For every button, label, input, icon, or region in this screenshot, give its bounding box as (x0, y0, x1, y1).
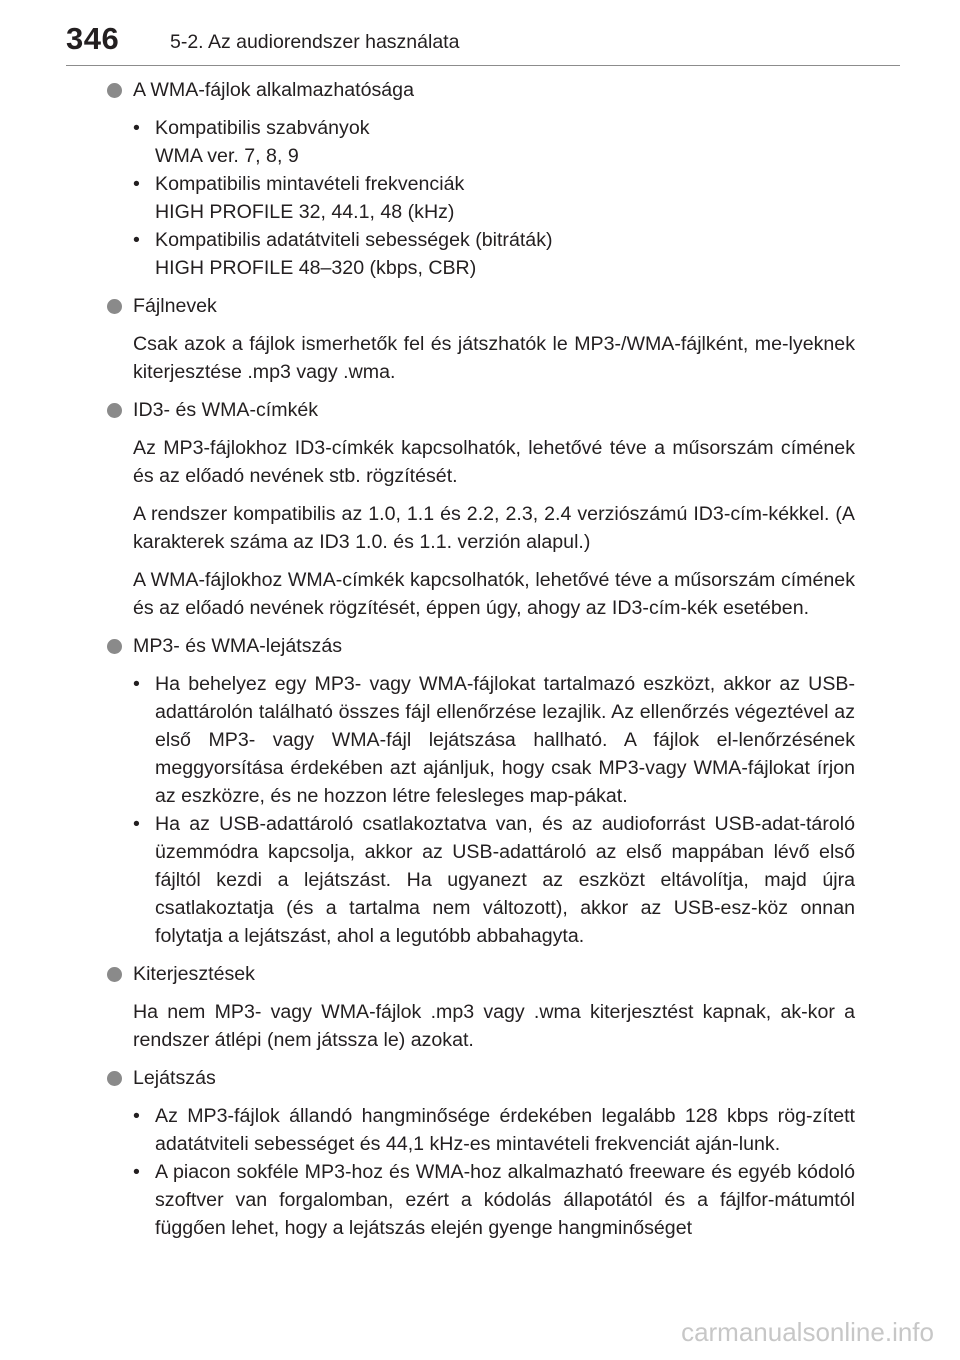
bullet-dot-icon (107, 403, 122, 418)
bullet-list (133, 670, 855, 950)
list-item-text: Kompatibilis adatátviteli sebességek (bitráták) (155, 229, 553, 251)
bullet-mark-icon: • (133, 117, 140, 139)
list-item-text: Kompatibilis mintavételi frekvenciák (155, 173, 465, 195)
watermark-text: carmanualsonline.info (681, 1317, 934, 1347)
topic-heading (107, 76, 855, 104)
list-item (133, 1158, 855, 1242)
list-item (133, 810, 855, 950)
topic-title: Fájlnevek (133, 295, 217, 317)
list-item-text: Ha behelyez egy MP3- vagy WMA-fájlokat tartalmazó eszközt, akkor az USB-adattárolón található összes fájl ellenőrzése lezajlik. Az ellenőrzés végeztével az első MP3- vagy WMA-fájl lejátszása hallható. A fájlok el-lenőrzésének meggyorsítása érdekében azt ajánljuk, hogy csak MP3-vagy WMA-fájlokat írjon az eszközre, és ne hozzon létre felesleges map-pákat. (155, 673, 855, 807)
list-item (133, 670, 855, 810)
topic-heading (107, 632, 855, 660)
list-item (133, 114, 855, 170)
bullet-list (133, 1102, 855, 1242)
bullet-dot-icon (107, 639, 122, 654)
bullet-mark-icon: • (133, 1161, 140, 1183)
bullet-mark-icon: • (133, 813, 140, 835)
list-item-sub: HIGH PROFILE 48–320 (kbps, CBR) (155, 257, 477, 279)
page-number: 346 (66, 21, 120, 56)
bullet-dot-icon (107, 967, 122, 982)
bullet-dot-icon (107, 299, 122, 314)
topic-heading (107, 292, 855, 320)
paragraph: Ha nem MP3- vagy WMA-fájlok .mp3 vagy .wma kiterjesztést kapnak, ak-kor a rendszer átlépi (nem játssza le) azokat. (133, 1001, 855, 1051)
bullet-dot-icon (107, 83, 122, 98)
topic-title: ID3- és WMA-címkék (133, 399, 319, 421)
topic-heading (107, 1064, 855, 1092)
page-content (107, 76, 855, 1252)
paragraph: Az MP3-fájlokhoz ID3-címkék kapcsolhatók, lehetővé téve a műsorszám címének és az előadó nevének stb. rögzítését. (133, 437, 855, 487)
list-item-sub: HIGH PROFILE 32, 44.1, 48 (kHz) (155, 201, 455, 223)
bullet-dot-icon (107, 1071, 122, 1086)
topic-title: Lejátszás (133, 1067, 216, 1089)
list-item (133, 226, 855, 282)
topic-title: A WMA-fájlok alkalmazhatósága (133, 79, 414, 101)
list-item-text: Kompatibilis szabványok (155, 117, 370, 139)
paragraph: Csak azok a fájlok ismerhetők fel és játszhatók le MP3-/WMA-fájlként, me-lyeknek kiterjesztése .mp3 vagy .wma. (133, 333, 855, 383)
topic-title: MP3- és WMA-lejátszás (133, 635, 343, 657)
bullet-mark-icon: • (133, 1105, 140, 1127)
topic-title: Kiterjesztések (133, 963, 255, 985)
list-item-text: Ha az USB-adattároló csatlakoztatva van, és az audioforrást USB-adat-tároló üzemmódra kapcsolja, akkor az USB-adattároló az első mappában lévő első fájltól kezdi a lejátszást. Ha ugyanezt az eszközt eltávolítja, majd újra csatlakoztatja (és a tartalma nem változott), akkor az USB-esz-köz onnan folytatja a lejátszást, ahol a legutóbb abbahagyta. (155, 813, 855, 947)
header-divider (66, 65, 900, 66)
topic-heading (107, 960, 855, 988)
paragraph: A rendszer kompatibilis az 1.0, 1.1 és 2.2, 2.3, 2.4 verziószámú ID3-cím-kékkel. (A karakterek száma az ID3 1.0. és 1.1. verzión alapul.) (133, 503, 855, 553)
bullet-mark-icon: • (133, 229, 140, 251)
bullet-mark-icon: • (133, 173, 140, 195)
list-item (133, 1102, 855, 1158)
section-title: 5-2. Az audiorendszer használata (170, 31, 460, 53)
bullet-mark-icon: • (133, 673, 140, 695)
list-item-sub: WMA ver. 7, 8, 9 (155, 145, 299, 167)
page-header (66, 18, 900, 66)
bullet-list (133, 114, 855, 282)
topic-heading (107, 396, 855, 424)
list-item-text: A piacon sokféle MP3-hoz és WMA-hoz alkalmazható freeware és egyéb kódoló szoftver van forgalomban, ezért a kódolás állapotától és a fájlfor-mátumtól függően lehet, hogy a lejátszás elején gyenge hangminőséget (155, 1161, 855, 1239)
list-item-text: Az MP3-fájlok állandó hangminősége érdekében legalább 128 kbps rög-zített adatátviteli sebességet és 44,1 kHz-es mintavételi frekvenciát aján-lunk. (155, 1105, 855, 1155)
paragraph: A WMA-fájlokhoz WMA-címkék kapcsolhatók, lehetővé téve a műsorszám címének és az előadó nevének rögzítését, éppen úgy, ahogy az ID3-cím-kék esetében. (133, 569, 855, 619)
list-item (133, 170, 855, 226)
